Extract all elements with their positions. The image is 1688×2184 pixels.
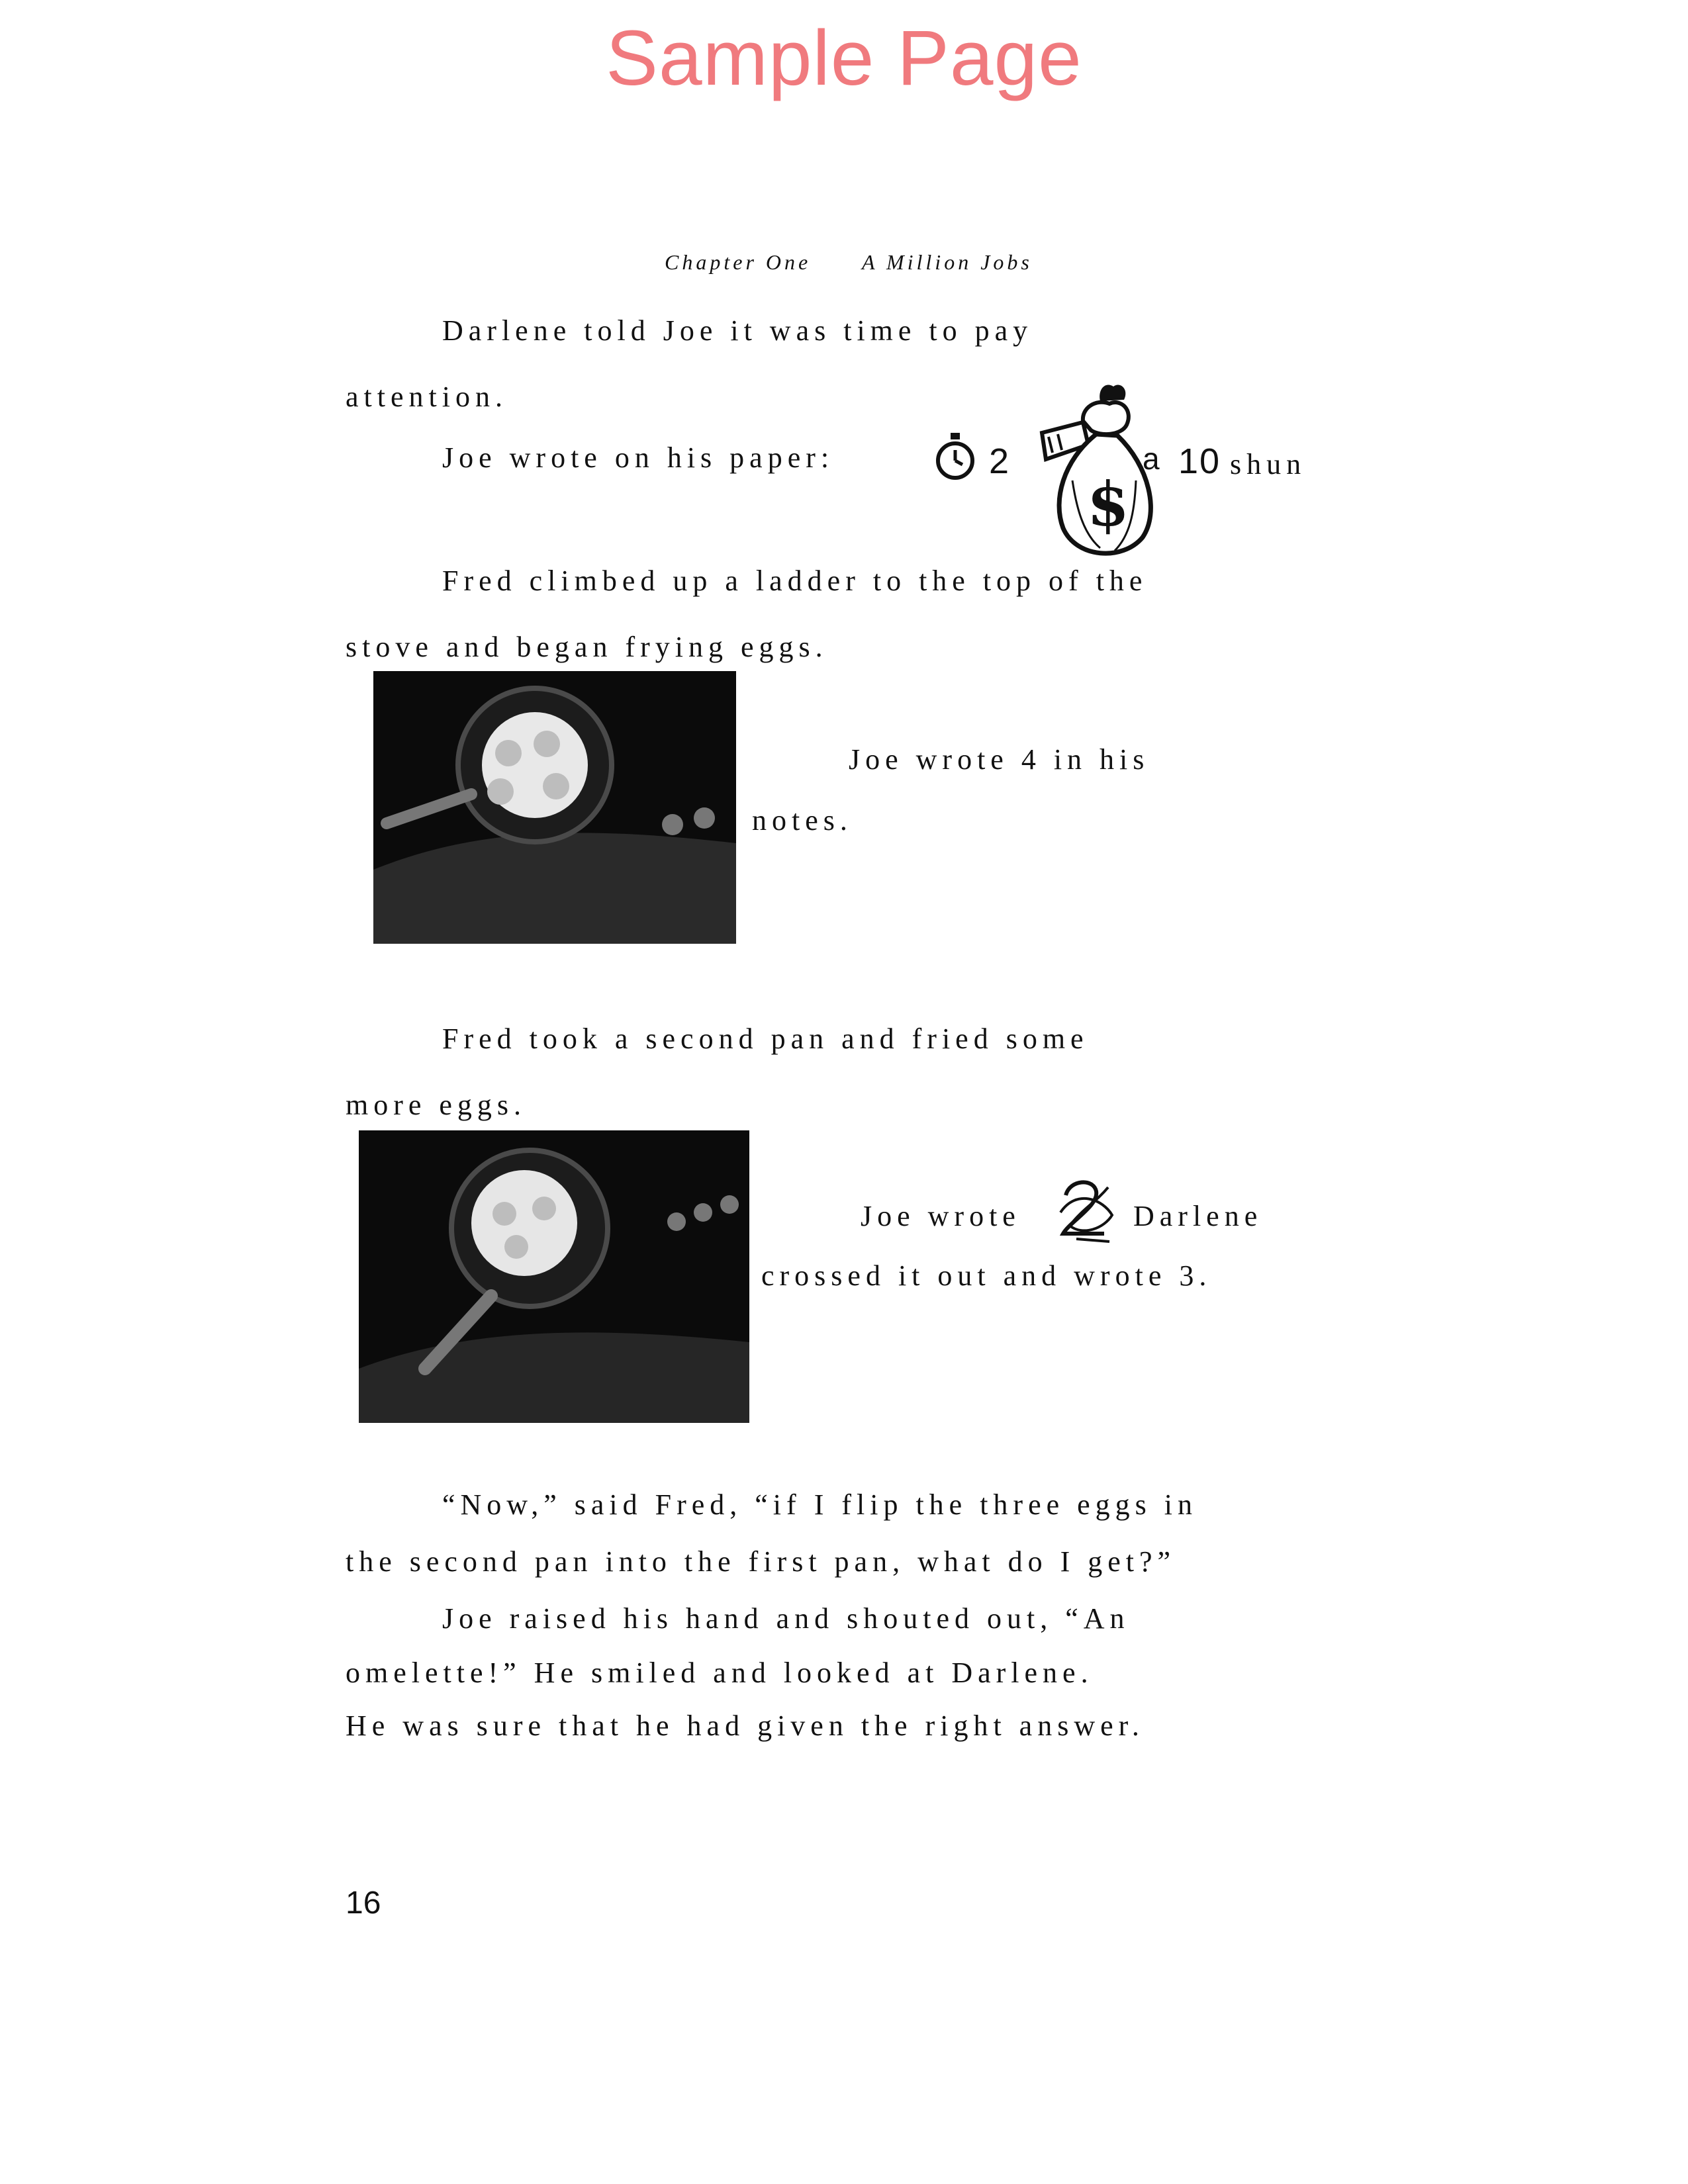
paragraph-6-text-before: Joe wrote	[861, 1200, 1021, 1232]
page-number: 16	[346, 1886, 381, 1921]
sample-page-watermark: Sample Page	[606, 15, 1082, 102]
paragraph-7-line-1: “Now,” said Fred, “if I flip the three eggs in	[442, 1488, 1198, 1521]
paragraph-3-line-2: stove and began frying eggs.	[346, 631, 828, 663]
money-bag-icon	[1037, 381, 1160, 563]
rebus-shun: shun	[1230, 448, 1307, 480]
paragraph-5-line-2: more eggs.	[346, 1089, 527, 1121]
paragraph-4-line-1: Joe wrote 4 in his	[849, 743, 1150, 776]
frying-pan-photo-1	[373, 671, 736, 944]
frying-pan-photo-2	[359, 1130, 749, 1423]
chapter-title: A Million Jobs	[862, 250, 1033, 274]
paragraph-4-line-2: notes.	[752, 804, 853, 837]
paragraph-2-text: Joe wrote on his paper:	[442, 441, 835, 474]
paragraph-8-line-1: Joe raised his hand and shouted out, “An	[442, 1602, 1130, 1635]
paragraph-5-line-1: Fred took a second pan and fried some	[442, 1023, 1089, 1055]
paragraph-7-line-2: the second pan into the first pan, what do I get?”	[346, 1545, 1176, 1578]
scribble-icon	[1056, 1175, 1116, 1246]
paragraph-6-text-after: Darlene	[1133, 1200, 1263, 1232]
rebus-letter-a: a	[1143, 441, 1161, 476]
rebus-number-2: 2	[989, 441, 1011, 481]
paragraph-8-line-3: He was sure that he had given the right answer.	[346, 1709, 1145, 1742]
paragraph-1-line-2: attention.	[346, 381, 508, 413]
svg-text:$: $	[1086, 469, 1130, 540]
stopwatch-icon	[933, 432, 977, 482]
paragraph-8-line-2: omelette!” He smiled and looked at Darlene.	[346, 1657, 1094, 1689]
paragraph-6-line-2: crossed it out and wrote 3.	[761, 1259, 1212, 1292]
paragraph-3-line-1: Fred climbed up a ladder to the top of the	[442, 565, 1148, 597]
rebus-number-10: 10	[1178, 441, 1221, 481]
paragraph-1-line-1: Darlene told Joe it was time to pay	[442, 314, 1033, 347]
chapter-label: Chapter One	[665, 250, 812, 274]
